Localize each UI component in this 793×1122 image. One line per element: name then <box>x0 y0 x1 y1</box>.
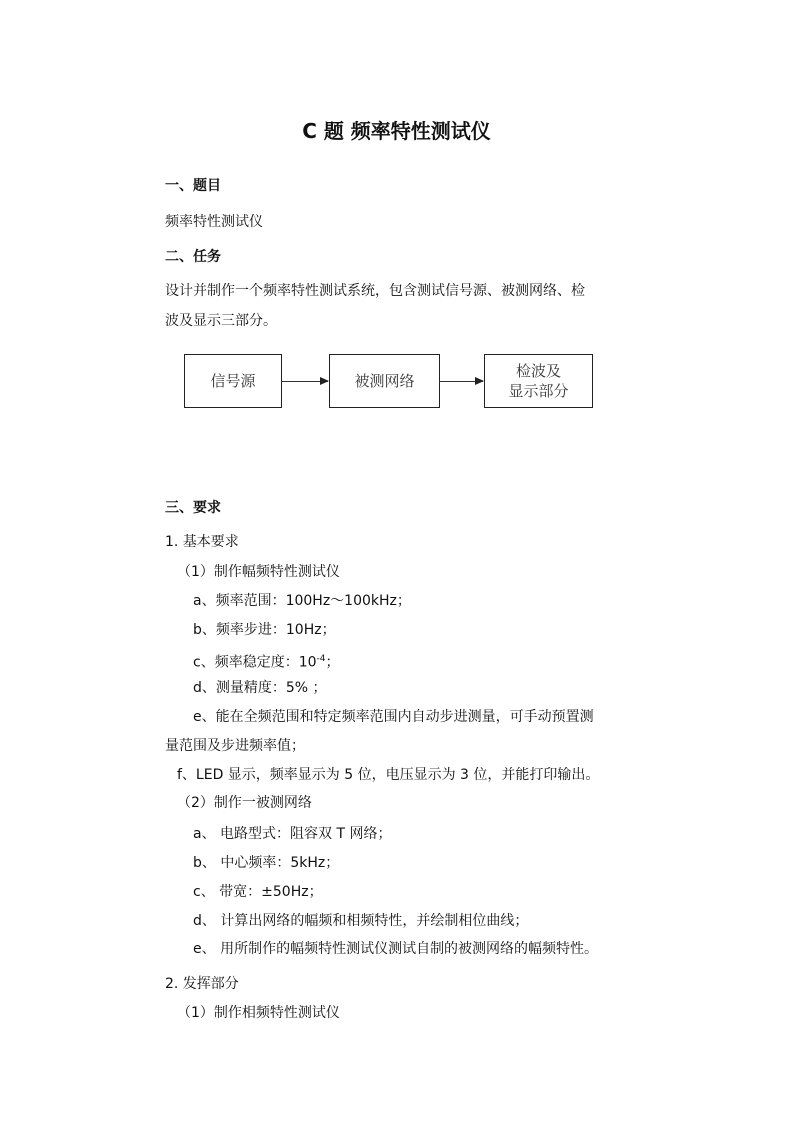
section-heading: 三、要求 <box>165 500 221 516</box>
list-item: 2. 发挥部分 <box>165 976 239 992</box>
section-heading: 二、任务 <box>165 249 221 265</box>
box-label: 检波及 <box>515 362 561 380</box>
list-item: d、 计算出网络的幅频和相频特性，并绘制相位曲线； <box>193 913 529 929</box>
paragraph: 设计并制作一个频率特性测试系统，包含测试信号源、被测网络、检 <box>165 283 585 299</box>
paragraph: 频率特性测试仪 <box>165 214 263 230</box>
list-item: （2）制作一被测网络 <box>177 795 312 811</box>
arrow-icon <box>281 381 328 382</box>
list-item: d、测量精度：5% ； <box>193 680 327 696</box>
superscript: -4 <box>316 654 326 664</box>
box-label: 信号源 <box>210 372 256 390</box>
list-item: （1）制作幅频特性测试仪 <box>177 564 340 580</box>
list-item: 量范围及步进频率值； <box>165 738 305 754</box>
list-item: b、频率步进：10Hz； <box>193 622 336 638</box>
text: ； <box>325 654 340 671</box>
diagram-box-signal-source <box>184 354 282 408</box>
list-item: a、 电路型式：阻容双 T 网络； <box>193 826 392 842</box>
list-item: b、 中心频率：5kHz； <box>193 855 340 871</box>
page-title: C 题 频率特性测试仪 <box>302 119 491 143</box>
text: c、频率稳定度：10 <box>193 654 317 671</box>
list-item: 1. 基本要求 <box>165 534 239 550</box>
box-label: 被测网络 <box>354 372 415 390</box>
list-item: （1）制作相频特性测试仪 <box>177 1005 340 1021</box>
list-item: a、频率范围：100Hz～100kHz； <box>193 593 411 609</box>
arrow-icon <box>439 381 483 382</box>
list-item: c、 带宽：±50Hz； <box>193 884 323 900</box>
diagram-box-network <box>329 354 440 408</box>
list-item: e、 用所制作的幅频特性测试仪测试自制的被测网络的幅频特性。 <box>193 941 599 957</box>
list-item: e、能在全频范围和特定频率范围内自动步进测量，可手动预置测 <box>193 709 594 725</box>
box-label: 显示部分 <box>508 382 569 400</box>
diagram-box-detect-display <box>484 354 593 408</box>
section-heading: 一、题目 <box>165 178 221 194</box>
list-item: f、LED 显示，频率显示为 5 位，电压显示为 3 位，并能打印输出。 <box>177 767 600 783</box>
list-item <box>193 650 340 672</box>
paragraph: 波及显示三部分。 <box>165 313 277 329</box>
